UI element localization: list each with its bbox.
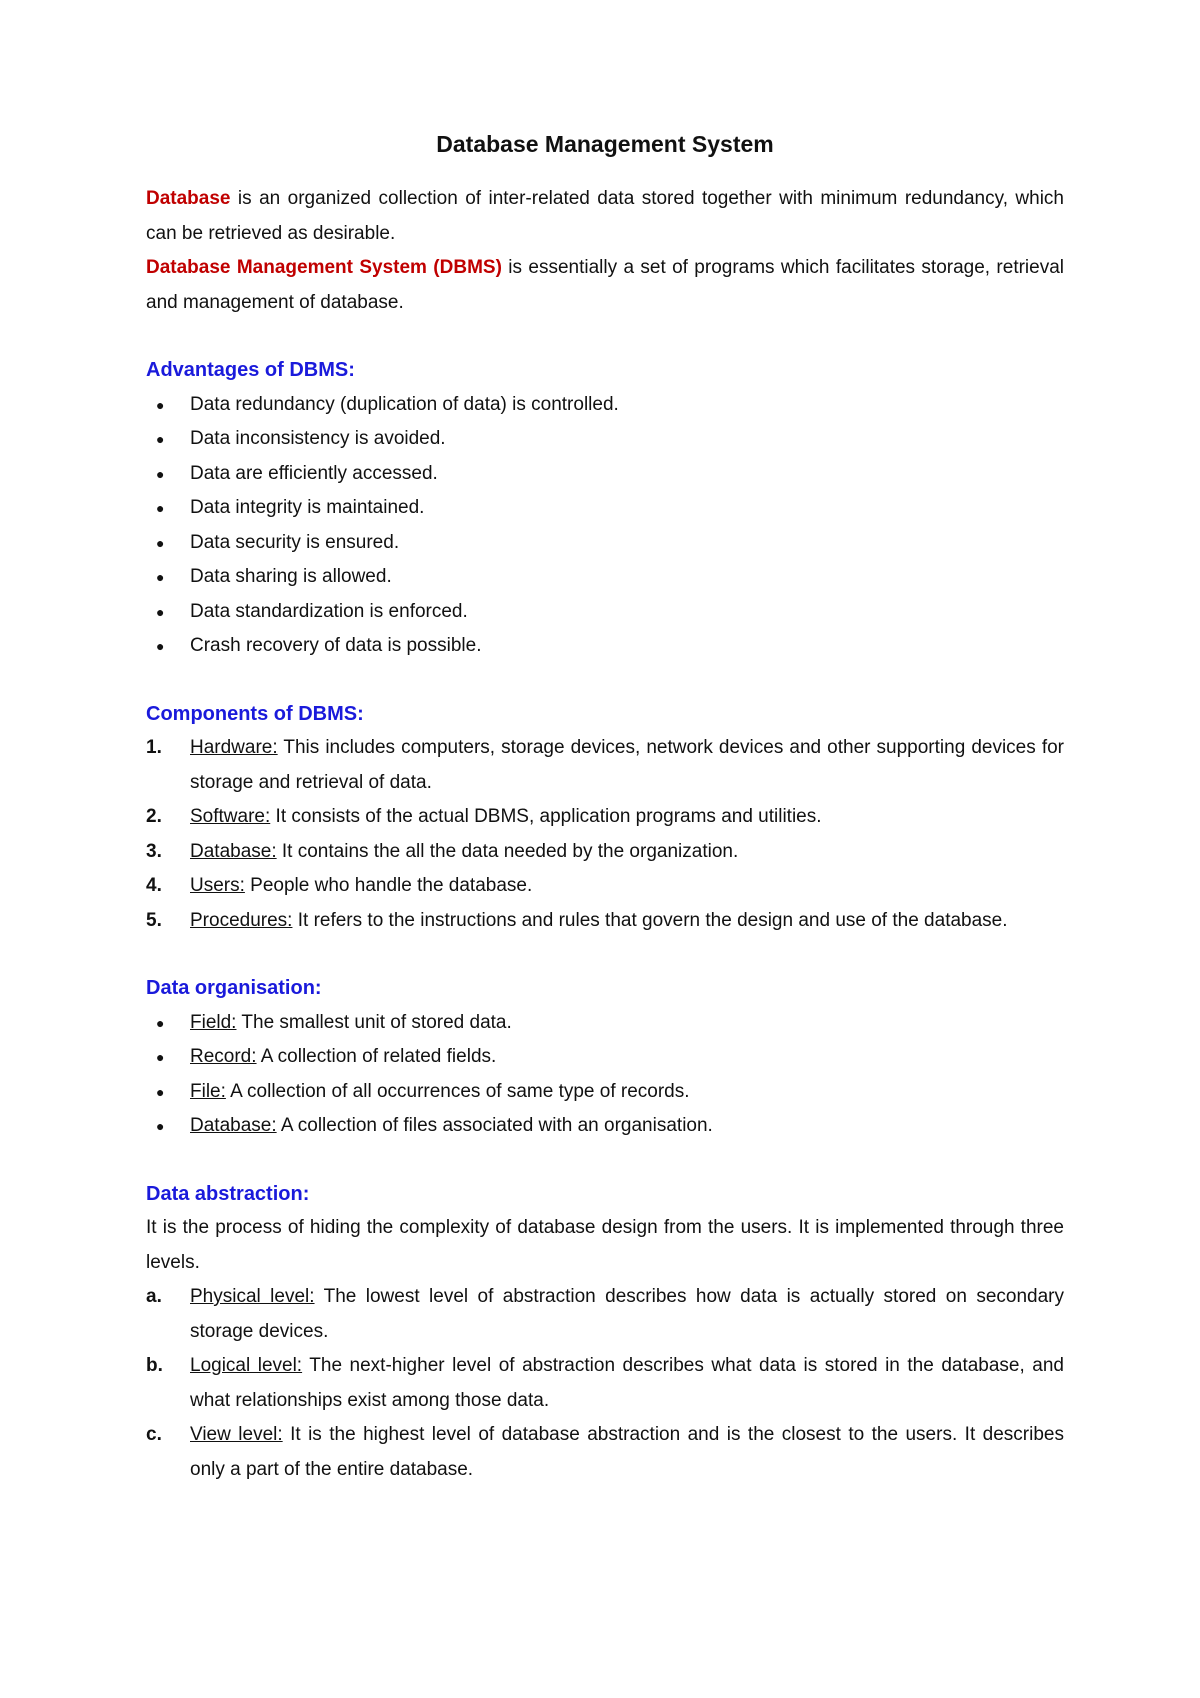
- term-hardware: Hardware:: [190, 737, 278, 758]
- bullet-icon: ●: [156, 569, 165, 585]
- list-item: ● Data standardization is enforced.: [146, 595, 1064, 630]
- list-item: 5. Procedures: It refers to the instructions and rules that govern the design and use of the database.: [146, 909, 1008, 931]
- bullet-icon: ●: [156, 1118, 165, 1134]
- term-file: File:: [190, 1080, 226, 1102]
- bullet-icon: ●: [156, 465, 165, 482]
- intro-paragraph-database: [146, 182, 1064, 251]
- term-dbms: Database Management System (DBMS): [146, 257, 502, 278]
- term-software: Software:: [190, 806, 271, 827]
- document-body: [146, 128, 1064, 1487]
- organisation-list: [146, 1006, 1064, 1144]
- bullet-icon: ●: [156, 431, 165, 447]
- term-field: Field:: [190, 1011, 237, 1033]
- list-item: 4. Users: People who handle the database.: [146, 875, 533, 896]
- list-item: ● Field: The smallest unit of stored data.: [146, 1006, 1064, 1041]
- term-users: Users:: [190, 875, 245, 896]
- list-item: ● Data integrity is maintained.: [146, 491, 1064, 526]
- list-item: ● Data sharing is allowed.: [146, 560, 1064, 595]
- list-item: 3. Database: It contains the all the data needed by the organization.: [146, 840, 739, 862]
- list-item: ● Data redundancy (duplication of data) is controlled.: [146, 388, 1064, 423]
- intro-paragraph-dbms: [146, 251, 1064, 320]
- list-item: ● Data are efficiently accessed.: [146, 457, 1064, 492]
- advantages-list: [146, 388, 1064, 664]
- list-item: ● Record: A collection of related fields.: [146, 1040, 1064, 1075]
- list-item: a. Physical level: The lowest level of abstraction describes how data is actually stored on secondary storage devices.: [146, 1286, 1064, 1342]
- term-view-level: View level:: [190, 1424, 283, 1445]
- term-database: Database: [146, 188, 231, 209]
- organisation-heading: Data organisation:: [146, 977, 322, 999]
- intro-text-database: is an organized collection of inter-related data stored together with minimum redundancy, which can be retrieved as desirable.: [146, 188, 1064, 244]
- bullet-icon: ●: [156, 1083, 165, 1100]
- term-physical-level: Physical level:: [190, 1286, 315, 1307]
- bullet-icon: ●: [156, 638, 165, 654]
- components-list: [146, 731, 1064, 938]
- list-item: ● Database: A collection of files associated with an organisation.: [146, 1109, 1064, 1144]
- term-procedures: Procedures:: [190, 909, 293, 931]
- term-database: Database:: [190, 840, 277, 862]
- list-item: c. View level: It is the highest level of database abstraction and is the closest to the users. It describes only a part of the entire database.: [146, 1424, 1064, 1480]
- bullet-icon: ●: [156, 534, 165, 551]
- components-heading: Components of DBMS:: [146, 702, 364, 725]
- abstraction-heading: Data abstraction:: [146, 1182, 310, 1205]
- list-item: b. Logical level: The next-higher level of abstraction describes what data is stored in the database, and what relationships exist among those data.: [146, 1355, 1064, 1411]
- term-logical-level: Logical level:: [190, 1355, 303, 1376]
- list-item: ● Crash recovery of data is possible.: [146, 629, 1064, 664]
- list-item: ● Data inconsistency is avoided.: [146, 422, 1064, 457]
- abstraction-list: [146, 1280, 1064, 1487]
- bullet-icon: ●: [156, 396, 165, 413]
- term-record: Record:: [190, 1046, 257, 1067]
- abstraction-intro: It is the process of hiding the complexity of database design from the users. It is implemented through three levels.: [146, 1217, 1064, 1273]
- list-item: ● Data security is ensured.: [146, 526, 1064, 561]
- bullet-icon: ●: [156, 500, 165, 516]
- advantages-heading: Advantages of DBMS:: [146, 359, 355, 381]
- bullet-icon: ●: [156, 1014, 165, 1031]
- bullet-icon: ●: [156, 603, 165, 620]
- term-database-org: Database:: [190, 1115, 277, 1136]
- list-item: 2. Software: It consists of the actual DBMS, application programs and utilities.: [146, 806, 822, 827]
- list-item: ● File: A collection of all occurrences of same type of records.: [146, 1075, 1064, 1110]
- intro-text-dbms: is essentially a set of programs which facilitates storage, retrieval and management of database.: [146, 257, 1065, 313]
- bullet-icon: ●: [156, 1049, 165, 1065]
- list-item: 1. Hardware: This includes computers, storage devices, network devices and other supporting devices for storage and retrieval of data.: [146, 737, 1064, 793]
- page-title: Database Management System: [436, 131, 774, 157]
